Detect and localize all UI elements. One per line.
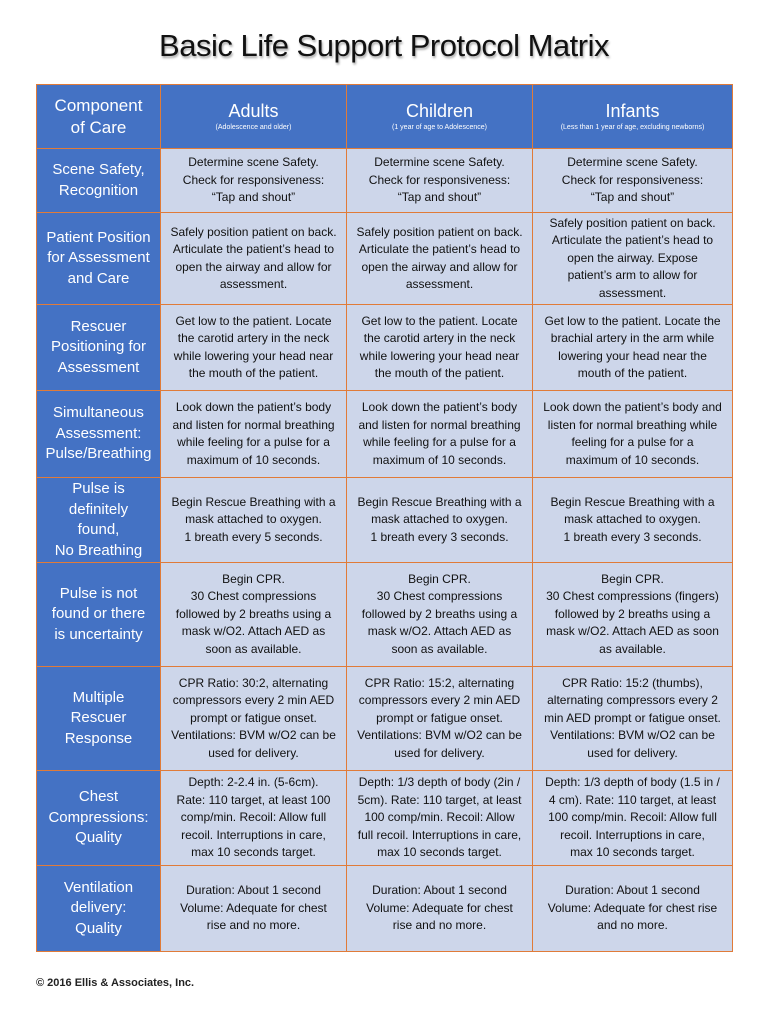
header-row <box>37 85 733 149</box>
table-cell: Duration: About 1 second Volume: Adequate for chest rise and no more. <box>347 866 533 952</box>
table-cell: CPR Ratio: 30:2, alternating compressors every 2 min AED prompt or fatigue onset. Ventilations: BVM w/O2 can be used for delivery. <box>161 667 347 771</box>
corner-label: Component of Care <box>54 95 143 137</box>
table-cell: Determine scene Safety. Check for responsiveness: “Tap and shout” <box>161 149 347 213</box>
table-cell: Get low to the patient. Locate the brachial artery in the arm while lowering your head near the mouth of the patient. <box>533 305 733 391</box>
row-label: Ventilation delivery: Quality <box>37 866 161 952</box>
column-label: Children <box>405 100 474 121</box>
copyright-footer: © 2016 Ellis & Associates, Inc. <box>36 977 195 989</box>
table-cell: Safely position patient on back. Articulate the patient’s head to open the airway and allow for assessment. <box>161 213 347 305</box>
column-label: Adults <box>228 100 279 121</box>
table-cell: Determine scene Safety. Check for responsiveness: “Tap and shout” <box>533 149 733 213</box>
table-cell: Duration: About 1 second Volume: Adequate for chest rise and no more. <box>161 866 347 952</box>
row-label: Pulse is definitely found, No Breathing <box>37 478 161 563</box>
table-cell: Duration: About 1 second Volume: Adequate for chest rise and no more. <box>533 866 733 952</box>
table-cell: Begin Rescue Breathing with a mask attached to oxygen. 1 breath every 5 seconds. <box>161 478 347 563</box>
column-sublabel: (Adolescence and older) <box>215 123 292 131</box>
table-cell: CPR Ratio: 15:2 (thumbs), alternating compressors every 2 min AED prompt or fatigue onset. Ventilations: BVM w/O2 can be used for delivery. <box>533 667 733 771</box>
header-infants <box>533 85 733 149</box>
page-title: Basic Life Support Protocol Matrix <box>159 28 609 63</box>
table-row <box>37 866 733 952</box>
table-cell: Begin CPR. 30 Chest compressions followed by 2 breaths using a mask w/O2. Attach AED as soon as available. <box>161 563 347 667</box>
table-cell: Safely position patient on back. Articulate the patient’s head to open the airway and allow for assessment. <box>347 213 533 305</box>
column-sublabel: (1 year of age to Adolescence) <box>392 123 487 131</box>
table-cell: Begin Rescue Breathing with a mask attached to oxygen. 1 breath every 3 seconds. <box>533 478 733 563</box>
header-adults <box>161 85 347 149</box>
table-cell: Look down the patient’s body and listen for normal breathing while feeling for a pulse for a maximum of 10 seconds. <box>533 391 733 478</box>
row-label: Multiple Rescuer Response <box>37 667 161 771</box>
table-cell: Get low to the patient. Locate the carotid artery in the neck while lowering your head near the mouth of the patient. <box>347 305 533 391</box>
table-cell: Begin Rescue Breathing with a mask attached to oxygen. 1 breath every 3 seconds. <box>347 478 533 563</box>
table-cell: Look down the patient’s body and listen for normal breathing while feeling for a pulse for a maximum of 10 seconds. <box>347 391 533 478</box>
table-cell: Look down the patient’s body and listen for normal breathing while feeling for a pulse for a maximum of 10 seconds. <box>161 391 347 478</box>
table-cell: Depth: 1/3 depth of body (2in / 5cm). Rate: 110 target, at least 100 comp/min. Recoil: Allow full recoil. Interruptions in care, max 10 seconds target. <box>347 771 533 866</box>
table-cell: Depth: 1/3 depth of body (1.5 in / 4 cm). Rate: 110 target, at least 100 comp/min. Recoil: Allow full recoil. Interruptions in care, max 10 seconds target. <box>533 771 733 866</box>
row-label: Chest Compressions: Quality <box>37 771 161 866</box>
row-label: Pulse is not found or there is uncertainty <box>37 563 161 667</box>
table-cell: CPR Ratio: 15:2, alternating compressors every 2 min AED prompt or fatigue onset. Ventilations: BVM w/O2 can be used for delivery. <box>347 667 533 771</box>
row-label: Scene Safety, Recognition <box>37 149 161 213</box>
table-row <box>37 149 733 213</box>
table-row <box>37 667 733 771</box>
table-row <box>37 478 733 563</box>
row-label: Rescuer Positioning for Assessment <box>37 305 161 391</box>
table-row <box>37 213 733 305</box>
table-cell: Determine scene Safety. Check for responsiveness: “Tap and shout” <box>347 149 533 213</box>
table-cell: Safely position patient on back. Articulate the patient’s head to open the airway. Expose patient’s arm to allow for assessment. <box>533 213 733 305</box>
table-row <box>37 305 733 391</box>
row-label: Simultaneous Assessment: Pulse/Breathing <box>37 391 161 478</box>
table-cell: Begin CPR. 30 Chest compressions followed by 2 breaths using a mask w/O2. Attach AED as soon as available. <box>347 563 533 667</box>
table-row <box>37 771 733 866</box>
column-sublabel: (Less than 1 year of age, excluding newborns) <box>560 123 705 131</box>
table-cell: Depth: 2-2.4 in. (5-6cm). Rate: 110 target, at least 100 comp/min. Recoil: Allow full recoil. Interruptions in care, max 10 seconds target. <box>161 771 347 866</box>
header-children <box>347 85 533 149</box>
table-cell: Begin CPR. 30 Chest compressions (fingers) followed by 2 breaths using a mask w/O2. Attach AED as soon as available. <box>533 563 733 667</box>
row-label: Patient Position for Assessment and Care <box>37 213 161 305</box>
table-row <box>37 391 733 478</box>
protocol-matrix-table <box>36 84 733 952</box>
column-label: Infants <box>605 100 660 121</box>
table-cell: Get low to the patient. Locate the carotid artery in the neck while lowering your head near the mouth of the patient. <box>161 305 347 391</box>
header-corner-cell <box>37 85 161 149</box>
table-row <box>37 563 733 667</box>
